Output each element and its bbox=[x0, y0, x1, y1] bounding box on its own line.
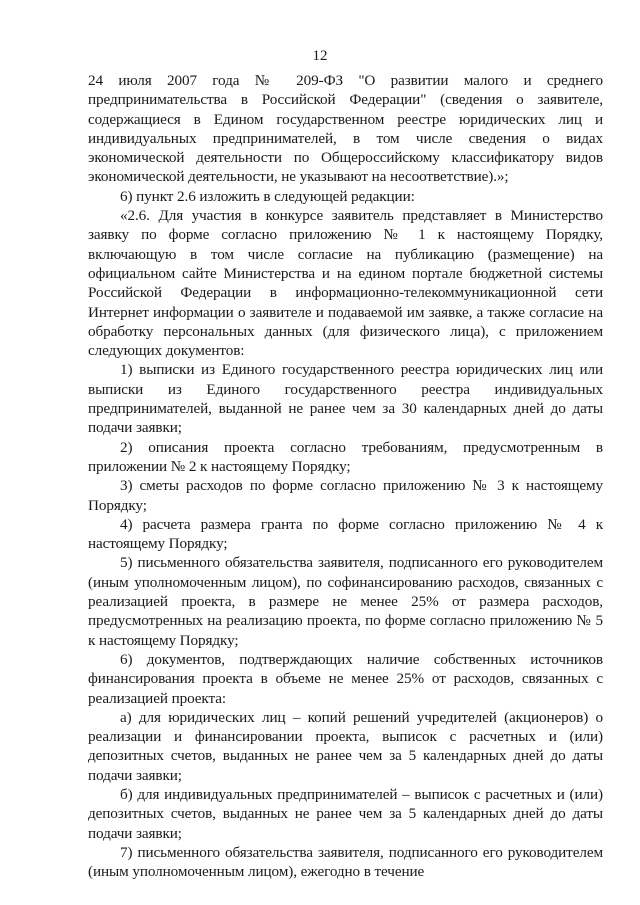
list-item-7: 7) письменного обязательства заявителя, подписанного его руководителем (иным уполномоченным лицом), ежегодно в течение bbox=[88, 843, 603, 881]
list-item-2: 2) описания проекта согласно требованиям, предусмотренным в приложении № 2 к настоящему Порядку; bbox=[88, 438, 603, 475]
list-subitem-a: а) для юридических лиц – копий решений учредителей (акционеров) о реализации и финансировании проекта, выписок с расчетных и (или) депозитных счетов, выданных не ранее чем за 5 календарных дней до даты подачи заявки; bbox=[88, 708, 603, 784]
list-item-5: 5) письменного обязательства заявителя, подписанного его руководителем (иным уполномоченным лицом), по софинансированию расходов, связанных с реализацией проекта, в размере не менее 25% от размера расходов, предусмотренных на реализацию проекта, по форме согласно приложению № 5 к настоящему Порядку; bbox=[88, 554, 603, 649]
list-item-6: 6) документов, подтверждающих наличие собственных источников финансирования проекта в объеме не менее 25% от расходов, связанных с реализацией проекта: bbox=[88, 650, 603, 707]
document-body bbox=[88, 71, 603, 881]
paragraph-continuation: 24 июля 2007 года № 209-ФЗ "О развитии малого и среднего предпринимательства в Российской Федерации" (сведения о заявителе, содержащиеся в Едином государственном реестре юридических лиц и индивидуальных предпринимателей, в том числе сведения о видах экономической деятельности по Общероссийскому классификатору видов экономической деятельности, не указывают на несоответствие).»; bbox=[88, 72, 603, 186]
list-item-3: 3) сметы расходов по форме согласно приложению № 3 к настоящему Порядку; bbox=[88, 477, 603, 514]
list-item-1: 1) выписки из Единого государственного реестра юридических лиц или выписки из Единого государственного реестра индивидуальных предпринимателей, выданной не ранее чем за 30 календарных дней до даты подачи заявки; bbox=[88, 361, 603, 437]
paragraph-clause-2-6: «2.6. Для участия в конкурсе заявитель представляет в Министерство заявку по форме согласно приложению № 1 к настоящему Порядку, включающую в том числе согласие на публикацию (размещение) на официальном сайте Министерства и на едином портале бюджетной системы Российской Федерации в информационно-телекоммуникационной сети Интернет информации о заявителе и подаваемой им заявке, а также согласие на обработку персональных данных (для физического лица), с приложением следующих документов: bbox=[88, 207, 603, 360]
list-item-4: 4) расчета размера гранта по форме согласно приложению № 4 к настоящему Порядку; bbox=[88, 515, 603, 553]
paragraph-amendment-item-6: 6) пункт 2.6 изложить в следующей редакции: bbox=[120, 187, 415, 205]
list-subitem-b: б) для индивидуальных предпринимателей – выписок с расчетных и (или) депозитных счетов, выданных не ранее чем за 5 календарных дней до даты подачи заявки; bbox=[88, 785, 603, 842]
page-number: 12 bbox=[312, 48, 328, 64]
